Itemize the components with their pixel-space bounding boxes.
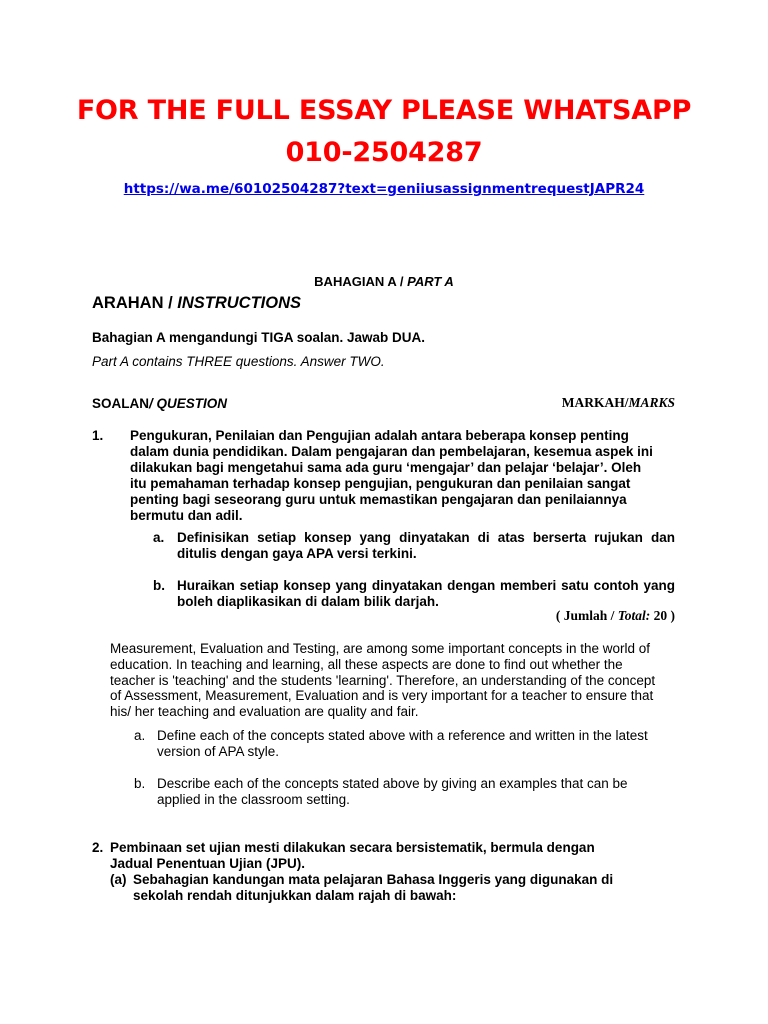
whatsapp-link[interactable]: https://wa.me/60102504287?text=geniiusassignmentrequestJAPR24 <box>123 181 645 197</box>
question2-text: Pembinaan set ujian mesti dilakukan secara bersistematik, bermula dengan Jadual Penentuan Ujian (JPU). <box>110 840 595 871</box>
marks-heading-italic: MARKS <box>628 395 675 410</box>
part-heading-main: BAHAGIAN A / <box>314 274 408 289</box>
question2-number: 2. <box>92 840 104 855</box>
question1-en-sub-a-text: Define each of the concepts stated above with a reference and written in the latest version of APA style. <box>157 728 648 759</box>
total-marks-open: ( Jumlah / <box>555 608 618 623</box>
instructions-heading <box>92 294 301 313</box>
question-heading-italic: / QUESTION <box>149 396 228 411</box>
question2-sub-a-text: Sebahagian kandungan mata pelajaran Bahasa Inggeris yang digunakan di sekolah rendah ditunjukkan dalam rajah di bawah: <box>133 872 614 903</box>
question1-text-english: Measurement, Evaluation and Testing, are among some important concepts in the world of education. In teaching and learning, all these aspects are done to find out whether the teacher is 'teaching' and the students 'learning'. Therefore, an understanding of the concept of Assessment, Measurement, Evaluation and is very important for a teacher to ensure that his/ her teaching and evaluation are quality and fair. <box>110 641 656 720</box>
question-heading <box>92 396 227 411</box>
question1-sub-b-letter: b. <box>153 578 165 593</box>
instructions-heading-main: ARAHAN / <box>92 294 178 312</box>
total-marks-italic: Total: <box>617 608 651 623</box>
question1-sub-a-letter: a. <box>153 530 165 545</box>
question-heading-main: SOALAN <box>92 396 149 411</box>
question1-en-sub-b-text: Describe each of the concepts stated above by giving an examples that can be applied in the classroom setting. <box>157 776 628 807</box>
part-heading <box>0 274 768 289</box>
instructions-heading-italic: INSTRUCTIONS <box>177 294 301 312</box>
instruction-malay: Bahagian A mengandungi TIGA soalan. Jawab DUA. <box>92 330 426 345</box>
question1-text-malay: Pengukuran, Penilaian dan Pengujian adalah antara beberapa konsep penting dalam dunia pendidikan. Dalam pengajaran dan pembelajaran, kesemua aspek ini dilakukan bagi mengetahui sama ada guru ‘mengajar’ dan pelajar ‘belajar’. Oleh itu pemahaman terhadap konsep pengujian, pengukuran dan penilaian sangat penting bagi seseorang guru untuk memastikan pengajaran dan penilaiannya bermutu dan adil. <box>130 428 653 523</box>
promo-title <box>0 90 768 174</box>
question1-number: 1. <box>92 428 104 443</box>
total-marks-value: 20 ) <box>650 608 675 623</box>
question1-sub-a-text: Definisikan setiap konsep yang dinyatakan di atas berserta rujukan dan ditulis dengan gaya APA versi terkini. <box>177 530 675 561</box>
question1-en-sub-b-letter: b. <box>134 776 146 791</box>
question1-en-sub-a-letter: a. <box>134 728 146 743</box>
question1-sub-b-text: Huraikan setiap konsep yang dinyatakan dengan memberi satu contoh yang boleh diaplikasikan di dalam bilik darjah. <box>177 578 675 609</box>
part-heading-italic: PART A <box>407 274 454 289</box>
marks-heading <box>562 395 675 411</box>
promo-title-line2: 010-2504287 <box>285 137 483 168</box>
question2-sub-a-letter: (a) <box>110 872 127 887</box>
total-marks <box>556 608 675 624</box>
instruction-english: Part A contains THREE questions. Answer TWO. <box>92 354 385 369</box>
marks-heading-main: MARKAH/ <box>561 395 629 410</box>
promo-title-line1: FOR THE FULL ESSAY PLEASE WHATSAPP <box>76 95 692 126</box>
